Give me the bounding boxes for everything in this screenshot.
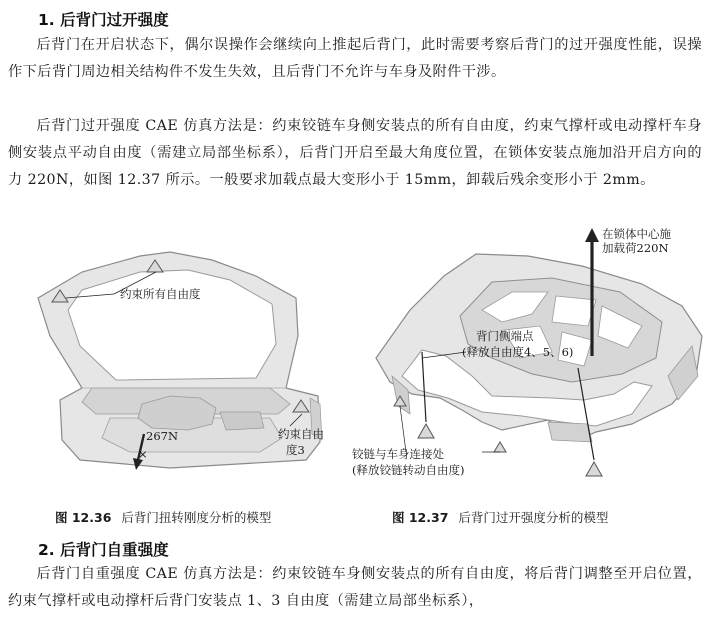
label-constrain-all: 约束所有自由度 xyxy=(120,287,201,301)
section-heading-1: 1. 后背门过开强度 xyxy=(38,11,169,29)
figure-caption-text-1237: 后背门过开强度分析的模型 xyxy=(458,510,609,525)
label-force-267n: 267N xyxy=(146,429,179,443)
section-heading-2: 2. 后背门自重强度 xyxy=(38,541,169,559)
paragraph-overopen-method: 后背门过开强度 CAE 仿真方法是：约束铰链车身侧安装点的所有自由度，约束气撑杆或电动撑杆车身侧安装点平动自由度（需建立局部坐标系），后背门开启至最大角度位置，在锁体安装点施加沿开启方向的力 220N，如图 12.37 所示。一般要求加载点最大变形小于 15mm，卸载后残余变形小于 2mm。 xyxy=(8,118,702,189)
svg-text:×: × xyxy=(138,447,148,461)
figure-number-1237: 图 12.37 xyxy=(392,510,449,525)
figure-number-1236: 图 12.36 xyxy=(55,510,112,525)
constraint-triangle-right xyxy=(586,462,602,476)
figure-caption-text-1236: 后背门扭转刚度分析的模型 xyxy=(121,510,272,525)
label-load-line2: 加载荷220N xyxy=(602,241,669,255)
label-side-endpoint-line1: 背门侧端点 xyxy=(476,329,534,343)
label-side-endpoint-line2: (释放自由度4、5、6) xyxy=(462,345,574,359)
constraint-triangle-left xyxy=(418,424,434,438)
figure-caption-1236 xyxy=(55,508,271,526)
label-constrain-dof3-line1: 约束自由 xyxy=(278,427,324,441)
figure-caption-1237 xyxy=(392,508,608,526)
label-hinge-line2: (释放铰链转动自由度) xyxy=(352,463,465,477)
label-constrain-dof3-line2: 度3 xyxy=(286,443,305,457)
tailgate-torsion-model-figure xyxy=(20,228,340,490)
paragraph-overopen-intro: 后背门在开启状态下，偶尔误操作会继续向上推起后背门，此时需要考察后背门的过开强度性能，误操作下后背门周边相关结构件不发生失效，且后背门不允许与车身及附件干涉。 xyxy=(8,37,702,81)
label-load-line1: 在锁体中心施 xyxy=(602,227,671,241)
tailgate-overopen-model-figure xyxy=(352,226,712,490)
label-hinge-line1: 铰链与车身连接处 xyxy=(352,447,444,461)
paragraph-selfweight-method: 后背门自重强度 CAE 仿真方法是：约束铰链车身侧安装点的所有自由度，将后背门调整至开启位置，约束气撑杆或电动撑杆后背门安装点 1、3 自由度（需建立局部坐标系）， xyxy=(8,566,702,610)
hinge-marker-right xyxy=(494,442,506,452)
leader-line-hinge xyxy=(400,406,406,452)
